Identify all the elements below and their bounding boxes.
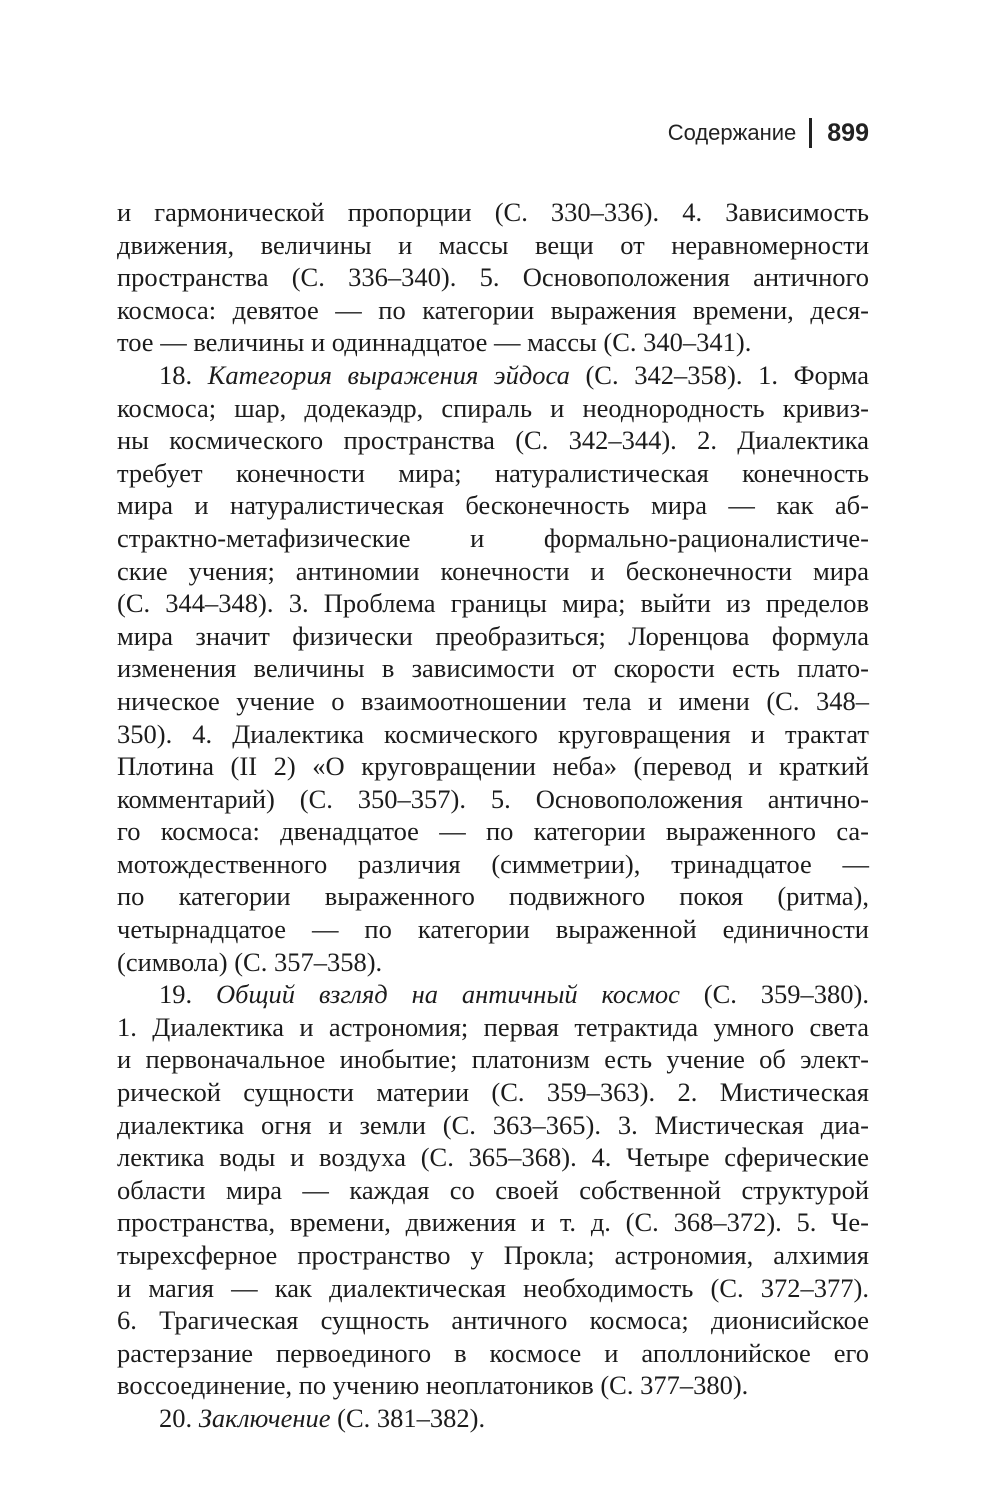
text-run: 19.: [159, 979, 217, 1010]
text-line: [117, 620, 869, 653]
text-line: [117, 718, 869, 751]
text-run: пространства, времени, движения и т. д. (С. 368–372). 5. Че-: [117, 1207, 869, 1238]
text-run: (символа) (С. 357–358).: [117, 946, 383, 977]
text-line: [117, 1369, 869, 1402]
text-line: [117, 913, 869, 946]
text-line: [117, 1337, 869, 1370]
text-line: [117, 1304, 869, 1337]
text-run: ническое учение о взаимоотношении тела и имени (С. 348–: [117, 685, 869, 716]
text-line: [117, 424, 869, 457]
text-line: [117, 1043, 869, 1076]
header-divider: [809, 118, 812, 148]
text-line: [117, 652, 869, 685]
text-run: мира и натуралистическая бесконечность мира — как аб-: [117, 490, 869, 521]
text-run: области мира — каждая со своей собственной структурой: [117, 1174, 869, 1205]
text-run: по категории выраженного подвижного покоя (ритма),: [117, 881, 869, 912]
text-run: (С. 344–348). 3. Проблема границы мира; выйти из пределов: [117, 588, 869, 619]
text-line: [117, 1109, 869, 1142]
text-run: космоса: девятое — по категории выражения времени, деся-: [117, 294, 869, 325]
text-line: [117, 1076, 869, 1109]
text-run: страктно-метафизические и формально-рационалистиче-: [117, 522, 869, 553]
text-run: тырехсферное пространство у Прокла; астрономия, алхимия: [117, 1240, 869, 1270]
text-run: 1. Диалектика и астрономия; первая тетрактида умного света: [117, 1011, 869, 1042]
text-run: комментарий) (С. 350–357). 5. Основоположения антично-: [117, 783, 869, 814]
paragraph: [117, 978, 869, 1402]
text-line: [117, 685, 869, 718]
text-line: [117, 880, 869, 913]
page-number: 899: [827, 118, 869, 147]
body-text: [117, 196, 869, 1435]
text-line: [117, 229, 869, 262]
text-run: и первоначальное инобытие; платонизм есть учение об элект-: [117, 1044, 869, 1075]
text-run: растерзание первоединого в космосе и аполлонийское его: [117, 1337, 869, 1368]
text-run: ские учения; антиномии конечности и бесконечности мира: [117, 555, 869, 586]
text-run: воссоединение, по учению неоплатоников (С. 377–380).: [117, 1370, 749, 1401]
paragraph: [117, 1402, 869, 1435]
text-run: мотождественного различия (симметрии), тринадцатое —: [117, 848, 869, 879]
text-run: 350). 4. Диалектика космического круговращения и трактат: [117, 718, 869, 749]
text-run: четырнадцатое — по категории выраженной единичности: [117, 914, 869, 945]
text-line: [117, 261, 869, 294]
text-run: диалектика огня и земли (С. 363–365). 3. Мистическая диа-: [117, 1109, 869, 1140]
text-line: [117, 946, 869, 979]
text-run: (С. 342–358). 1. Форма: [569, 359, 869, 390]
text-run: Плотина (II 2) «О круговращении неба» (перевод и краткий: [117, 751, 869, 782]
text-run: 20.: [159, 1402, 199, 1433]
text-line: [117, 750, 869, 783]
text-line: [117, 489, 869, 522]
text-run: (С. 359–380).: [679, 979, 870, 1010]
text-line: [117, 457, 869, 490]
text-line: [117, 783, 869, 816]
running-header: [668, 118, 869, 148]
paragraph: [117, 359, 869, 978]
text-line: [117, 978, 869, 1011]
text-run: движения, величины и массы вещи от неравномерности: [117, 229, 869, 260]
text-line: [117, 1174, 869, 1207]
text-run: го космоса: двенадцатое — по категории выраженного са-: [117, 816, 869, 847]
text-run: мира значит физически преобразиться; Лоренцова формула: [117, 620, 869, 651]
italic-title: Заключение: [198, 1402, 331, 1433]
italic-title: Общий взгляд на античный космос: [216, 979, 680, 1010]
text-run: ны космического пространства (С. 342–344). 2. Диалектика: [117, 425, 869, 456]
text-line: [117, 848, 869, 881]
text-run: и магия — как диалектическая необходимость (С. 372–377).: [117, 1272, 869, 1303]
text-line: [117, 1239, 869, 1272]
italic-title: Категория выражения эйдоса: [207, 359, 570, 390]
text-run: требует конечности мира; натуралистическая конечность: [117, 457, 869, 488]
text-run: рической сущности материи (С. 359–363). 2. Мистическая: [117, 1077, 869, 1108]
text-line: [117, 294, 869, 327]
text-run: и гармонической пропорции (С. 330–336). 4. Зависимость: [117, 197, 869, 227]
text-run: 18.: [159, 359, 208, 390]
text-line: [117, 1141, 869, 1174]
text-line: [117, 522, 869, 555]
text-run: космоса; шар, додекаэдр, спираль и неоднородность кривиз-: [117, 392, 869, 423]
text-run: 6. Трагическая сущность античного космоса; дионисийское: [117, 1305, 869, 1336]
section-title: Содержание: [667, 120, 797, 145]
text-line: [117, 1402, 869, 1435]
text-line: [117, 392, 869, 425]
text-run: изменения величины в зависимости от скорости есть плато-: [117, 653, 869, 684]
text-run: (С. 381–382).: [330, 1402, 486, 1433]
text-line: [117, 555, 869, 588]
text-line: [117, 587, 869, 620]
text-line: [117, 359, 869, 392]
text-line: [117, 326, 869, 359]
paragraph: [117, 196, 869, 359]
text-line: [117, 815, 869, 848]
text-line: [117, 196, 869, 229]
text-run: лектика воды и воздуха (С. 365–368). 4. Четыре сферические: [117, 1142, 869, 1173]
text-line: [117, 1206, 869, 1239]
text-run: тое — величины и одиннадцатое — массы (С. 340–341).: [117, 327, 752, 358]
text-line: [117, 1011, 869, 1044]
text-line: [117, 1272, 869, 1305]
text-run: пространства (С. 336–340). 5. Основоположения античного: [117, 262, 869, 293]
